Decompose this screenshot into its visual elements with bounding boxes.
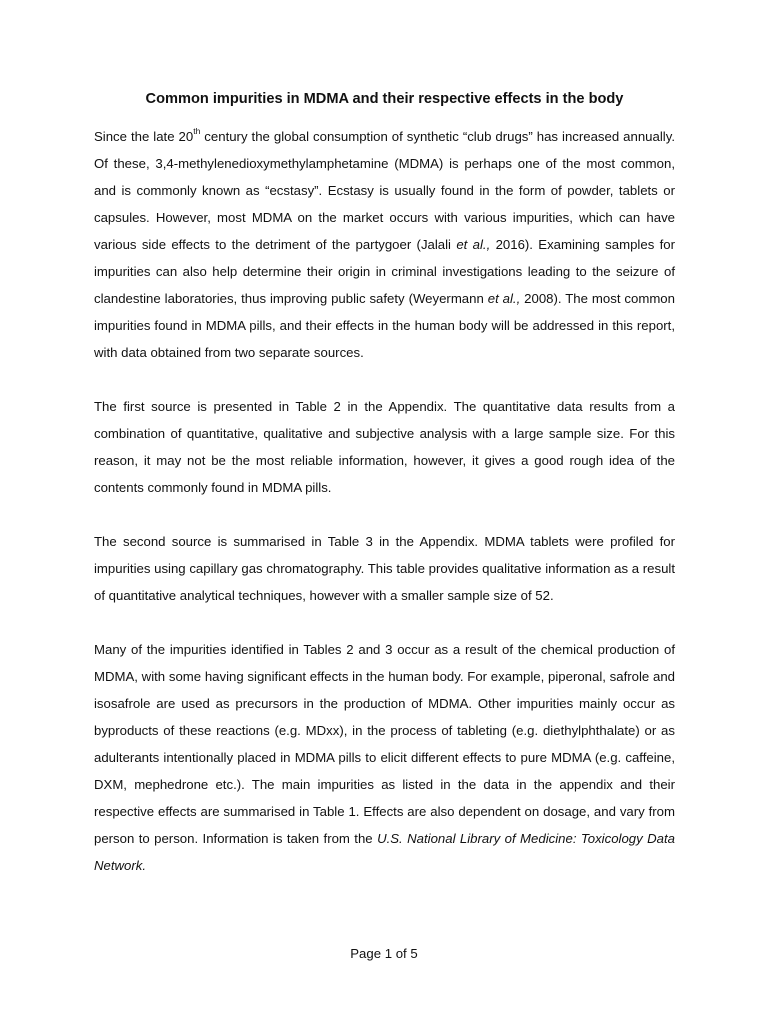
paragraph-intro — [94, 123, 675, 366]
citation-et-al: et al., — [456, 237, 491, 252]
superscript-th: th — [193, 125, 201, 136]
intro-text-d: 2008). The most common impurities found in MDMA pills, and their effects in the human body will be addressed in this report, with data obtained from two separate sources. — [94, 291, 675, 360]
impurities-text: Many of the impurities identified in Tables 2 and 3 occur as a result of the chemical production of MDMA, with some having significant effects in the human body. For example, piperonal, safrole and isosafrole are used as precursors in the production of MDMA. Other impurities mainly occur as byproducts of these reactions (e.g. MDxx), in the process of tableting (e.g. diethylphthalate) or as adulterants intentionally placed in MDMA pills to elicit different effects to pure MDMA (e.g. caffeine, DXM, mephedrone etc.). The main impurities as listed in the data in the appendix and their respective effects are summarised in Table 1. Effects are also dependent on dosage, and vary from person to person. Information is taken from the — [94, 642, 675, 846]
paragraph-impurities — [94, 636, 675, 879]
intro-text-a: Since the late 20 — [94, 129, 194, 144]
document-title: Common impurities in MDMA and their respective effects in the body — [145, 91, 624, 107]
paragraph-first-source: The first source is presented in Table 2 in the Appendix. The quantitative data results from a combination of quantitative, qualitative and subjective analysis with a large sample size. For this reason, it may not be the most reliable information, however, it gives a good rough idea of the contents commonly found in MDMA pills. — [94, 399, 675, 495]
citation-et-al: et al., — [487, 291, 521, 306]
page-number: Page 1 of 5 — [350, 946, 418, 961]
intro-text-c: 2016). Examining samples for impurities can also help determine their origin in criminal investigations leading to the seizure of clandestine laboratories, thus improving public safety (Weyermann — [94, 237, 675, 306]
paragraph-second-source: The second source is summarised in Table 3 in the Appendix. MDMA tablets were profiled for impurities using capillary gas chromatography. This table provides qualitative information as a result of quantitative analytical techniques, however with a smaller sample size of 52. — [94, 534, 675, 603]
intro-text-b: century the global consumption of synthetic “club drugs” has increased annually. Of these, 3,4-methylenedioxymethylamphetamine (MDMA) is perhaps one of the most common, and is commonly known as “ecstasy”. Ecstasy is usually found in the form of powder, tablets or capsules. However, most MDMA on the market occurs with various impurities, which can have various side effects to the detriment of the partygoer (Jalali — [94, 129, 675, 252]
document-body — [94, 123, 675, 879]
source-reference: U.S. National Library of Medicine: Toxicology Data Network. — [94, 831, 675, 873]
